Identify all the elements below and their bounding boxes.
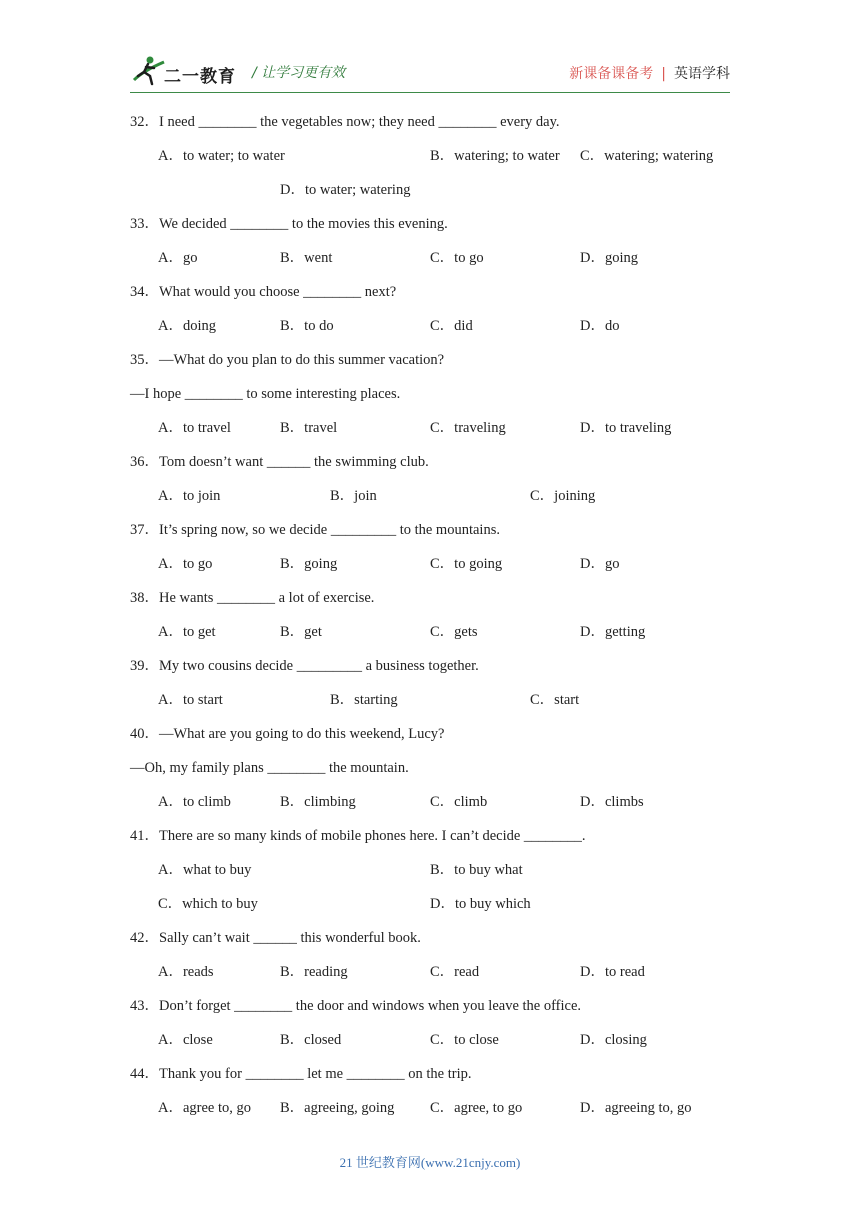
logo-text: 二一教育	[164, 67, 236, 87]
question-stem: 36．Tom doesn’t want ______ the swimming club.	[130, 454, 429, 470]
page-footer: 21 世纪教育网(www.21cnjy.com)	[339, 1155, 521, 1170]
answer-option: D．getting	[580, 624, 646, 640]
answer-option: D．going	[580, 250, 638, 266]
question-stem: 41．There are so many kinds of mobile phones here. I can’t decide ________.	[130, 828, 586, 844]
answer-option: D．to traveling	[580, 420, 672, 436]
answer-option: A．to travel	[158, 420, 231, 436]
answer-option: A．to start	[158, 692, 223, 708]
question-stem: 42．Sally can’t wait ______ this wonderful book.	[130, 930, 421, 946]
runner-logo-icon	[130, 54, 166, 88]
answer-option: B．closed	[280, 1032, 342, 1048]
option-group	[130, 550, 730, 584]
header-subject	[569, 63, 730, 83]
answer-option: A．to join	[158, 488, 221, 504]
answer-option: C．did	[430, 318, 473, 334]
answer-option: A．doing	[158, 318, 216, 334]
slogan: / 让学习更有效	[252, 65, 346, 81]
answer-option: B．went	[280, 250, 333, 266]
question-stem: 34．What would you choose ________ next?	[130, 284, 397, 300]
answer-option: A．reads	[158, 964, 214, 980]
answer-option: B．agreeing, going	[280, 1100, 395, 1116]
answer-option: C．traveling	[430, 420, 506, 436]
question-stem: 43．Don’t forget ________ the door and windows when you leave the office.	[130, 998, 582, 1014]
option-group	[130, 686, 730, 720]
answer-option: B．to buy what	[430, 862, 523, 878]
question-stem: 39．My two cousins decide _________ a business together.	[130, 658, 479, 674]
option-group	[130, 1026, 730, 1060]
answer-option: A．go	[158, 250, 198, 266]
answer-option: A．to get	[158, 624, 216, 640]
answer-option: A．to water; to water	[158, 148, 285, 164]
answer-option: C．agree, to go	[430, 1100, 523, 1116]
logo	[130, 54, 242, 90]
answer-option: B．starting	[330, 692, 398, 708]
question-stem-reply: —I hope ________ to some interesting places.	[130, 386, 401, 402]
answer-option: D．closing	[580, 1032, 647, 1048]
question-stem: 37．It’s spring now, so we decide _________ to the mountains.	[130, 522, 500, 538]
option-group	[130, 958, 730, 992]
answer-option: B．reading	[280, 964, 348, 980]
header-subject-label: 英语学科	[674, 66, 730, 82]
answer-option: A．to climb	[158, 794, 231, 810]
answer-option: C．to go	[430, 250, 484, 266]
option-group	[130, 142, 730, 210]
question-stem: 32．I need ________ the vegetables now; they need ________ every day.	[130, 114, 560, 130]
question-stem: 44．Thank you for ________ let me ________ on the trip.	[130, 1066, 472, 1082]
answer-option: B．climbing	[280, 794, 356, 810]
answer-option: B．get	[280, 624, 322, 640]
answer-option: C．to close	[430, 1032, 499, 1048]
option-group	[130, 788, 730, 822]
answer-option: A．agree to, go	[158, 1100, 252, 1116]
answer-option: C．climb	[430, 794, 488, 810]
question-stem-reply: —Oh, my family plans ________ the mountain.	[130, 760, 409, 776]
answer-option: D．to read	[580, 964, 645, 980]
answer-option: A．close	[158, 1032, 213, 1048]
option-group	[130, 856, 730, 924]
answer-option: B．to do	[280, 318, 334, 334]
option-group	[130, 618, 730, 652]
answer-option: D．agreeing to, go	[580, 1100, 692, 1116]
answer-option: C．to going	[430, 556, 503, 572]
page-header	[130, 54, 730, 94]
answer-option: B．going	[280, 556, 338, 572]
answer-option: C．read	[430, 964, 480, 980]
option-group	[130, 312, 730, 346]
answer-option: D．to water; watering	[280, 182, 411, 198]
answer-option: A．to go	[158, 556, 213, 572]
answer-option: C．gets	[430, 624, 478, 640]
answer-option: B．watering; to water	[430, 148, 560, 164]
option-group	[130, 1094, 730, 1128]
question-list	[130, 108, 730, 1128]
header-course-label: 新课备课备考	[569, 66, 654, 82]
answer-option: D．do	[580, 318, 620, 334]
question-stem: 40．—What are you going to do this weekend, Lucy?	[130, 726, 445, 742]
question-stem: 38．He wants ________ a lot of exercise.	[130, 590, 375, 606]
answer-option: D．to buy which	[430, 896, 531, 912]
answer-option: D．climbs	[580, 794, 644, 810]
option-group	[130, 414, 730, 448]
question-stem: 35．—What do you plan to do this summer vacation?	[130, 352, 445, 368]
answer-option: C．watering; watering	[580, 148, 714, 164]
answer-option: D．go	[580, 556, 620, 572]
option-group	[130, 244, 730, 278]
option-group	[130, 482, 730, 516]
header-divider	[130, 92, 730, 93]
question-stem: 33．We decided ________ to the movies this evening.	[130, 216, 448, 232]
answer-option: C．which to buy	[158, 896, 258, 912]
answer-option: B．travel	[280, 420, 338, 436]
answer-option: C．start	[530, 692, 580, 708]
answer-option: A．what to buy	[158, 862, 252, 878]
answer-option: B．join	[330, 488, 377, 504]
header-separator: |	[661, 66, 666, 82]
answer-option: C．joining	[530, 488, 596, 504]
